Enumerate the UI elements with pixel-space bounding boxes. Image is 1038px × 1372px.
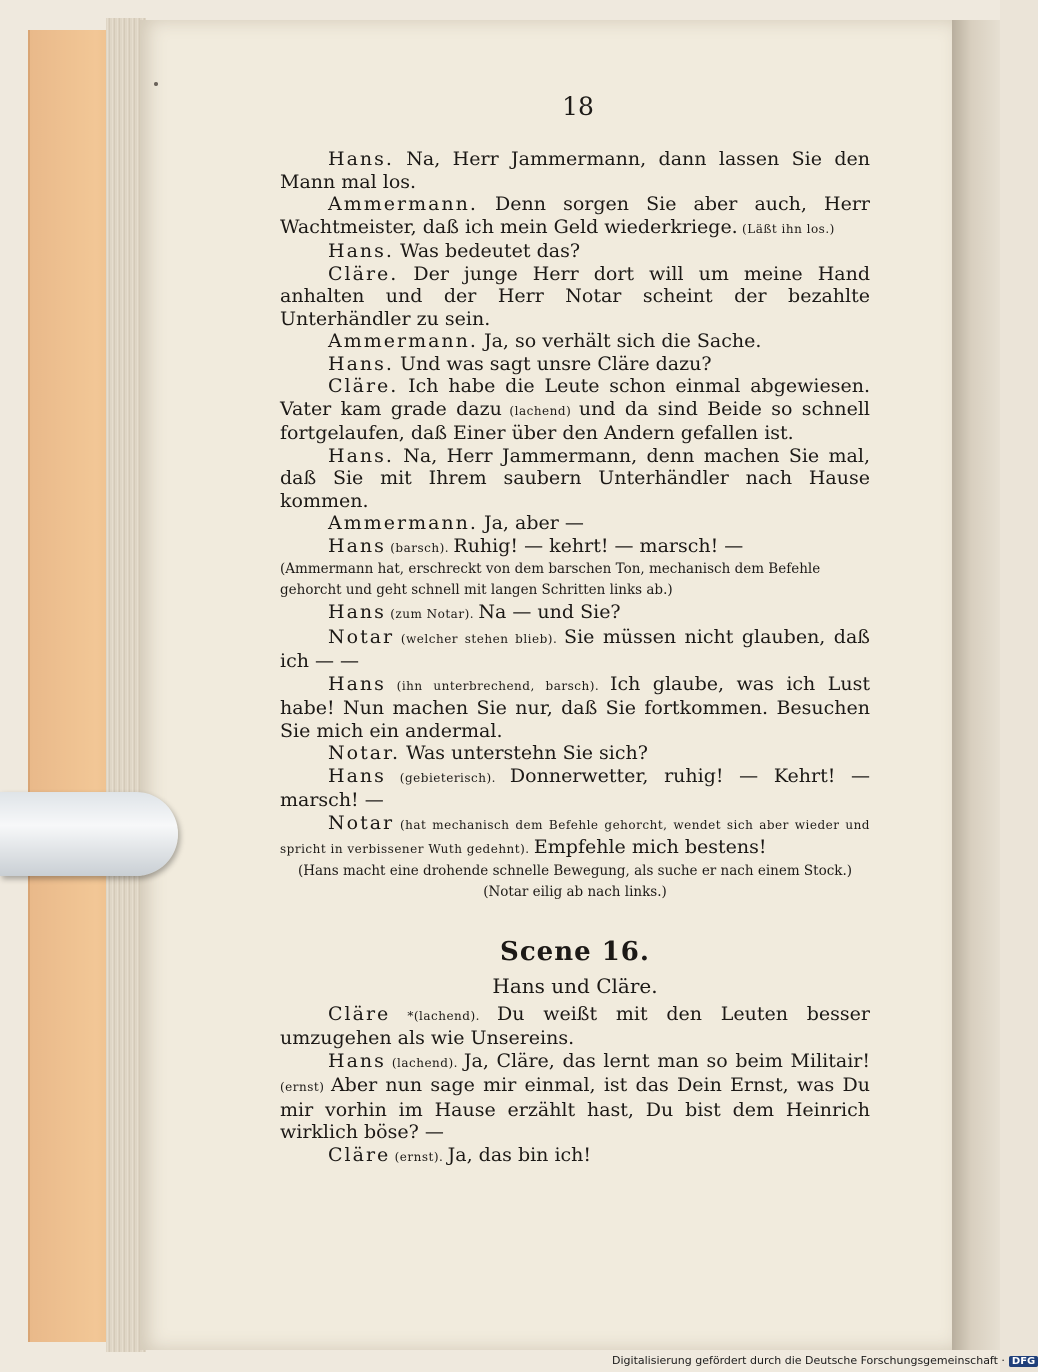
speech: Denn sorgen Sie aber auch, Herr Wachtmeister, daß ich mein Geld wiederkriege. [280, 193, 870, 238]
scene-heading: Scene 16. [500, 936, 650, 967]
speech: Der junge Herr dort will um meine Hand anhalten und der Herr Notar scheint der bezahlte Unterhändler zu sein. [280, 262, 870, 330]
speaker: Hans [328, 534, 386, 557]
stage-direction-block: (Notar eilig ab nach links.) [483, 883, 667, 900]
speech: Du weißt mit den Leuten besser umzugehen als wie Unsereins. [280, 1002, 870, 1049]
stage-direction-block: (Hans macht eine drohende schnelle Bewegung, als suche er nach einem Stock.) [297, 862, 853, 879]
dialogue-line [280, 375, 870, 445]
stage-direction: (ihn unterbrechend, barsch). [385, 678, 610, 693]
stage-direction: (gebieterisch). [385, 770, 510, 785]
speech: Ich glaube, was ich Lust habe! Nun machen Sie nur, daß Sie fortkommen. Besuchen Sie mich ein andermal. [280, 672, 871, 742]
dialogue-line [280, 673, 870, 743]
dialogue-line [280, 601, 870, 626]
speaker: Cläre [328, 1143, 391, 1166]
speaker: Cläre [328, 1002, 391, 1025]
speaker: Cläre. [328, 262, 399, 285]
speaker: Notar [328, 625, 395, 648]
dialogue-line [280, 742, 870, 765]
speech: Sie müssen nicht glauben, daß ich — — [280, 625, 870, 672]
scene-cast: Hans und Cläre. [492, 973, 658, 998]
speaker: Hans. [328, 240, 394, 262]
speaker: Hans. [328, 444, 394, 467]
dialogue-line [280, 535, 870, 560]
speech: Ja, das bin ich! [447, 1143, 592, 1166]
dialogue-line [280, 193, 870, 240]
speech: Empfehle mich bestens! [533, 836, 767, 858]
speech: Aber nun sage mir einmal, ist das Dein Ernst, was Du mir vorhin im Hause erzählt hast, Du bist dem Heinrich wirklich böse? — [280, 1074, 870, 1143]
speech: Ich habe die Leute schon einmal abgewiesen. Vater kam grade dazu [280, 375, 870, 420]
digitization-footer [612, 1354, 1038, 1367]
dialogue-line [280, 353, 870, 376]
speech: Ja, Cläre, das lernt man so beim Militair! [463, 1049, 870, 1072]
footer-text: Digitalisierung gefördert durch die Deutsche Forschungsgemeinschaft · [612, 1354, 1005, 1367]
dfg-logo-icon: DFG [1009, 1356, 1038, 1367]
stage-direction-block: (Ammermann hat, erschreckt von dem barschen Ton, mechanisch dem Befehle gehorcht und geht schnell mit langen Schritten links ab.) [280, 561, 821, 598]
speaker: Cläre. [328, 375, 399, 397]
stage-direction: *(lachend). [390, 1008, 497, 1023]
speech: Na — und Sie? [478, 601, 621, 623]
stage-direction: (ernst) [280, 1080, 331, 1094]
speech: Donnerwetter, ruhig! — Kehrt! — marsch! — [280, 764, 870, 811]
speck [154, 82, 158, 86]
speaker: Notar. [328, 742, 401, 764]
page-text [280, 148, 870, 1168]
speaker: Hans [328, 1049, 386, 1072]
speech: Was bedeutet das? [393, 240, 581, 262]
dialogue-line [280, 240, 870, 263]
speech: Ja, so verhält sich die Sache. [477, 330, 762, 352]
stage-direction: (Läßt ihn los.) [737, 221, 835, 236]
dialogue-line [280, 512, 870, 535]
speech: Ja, aber — [477, 512, 584, 534]
dialogue-line [280, 1144, 870, 1169]
speech: Was unterstehn Sie sich? [400, 742, 648, 764]
speaker: Hans. [328, 352, 394, 375]
stage-direction: (lachend). [385, 1055, 464, 1070]
stage-direction: (barsch). [385, 540, 454, 555]
speaker: Ammermann. [328, 330, 478, 352]
dialogue-line [280, 330, 870, 353]
book-spine-shadow [952, 20, 1000, 1350]
dialogue-line [280, 812, 870, 861]
speaker: Ammermann. [328, 512, 478, 534]
speaker: Hans. [328, 148, 394, 170]
speech: Na, Herr Jammermann, dann lassen Sie den Mann mal los. [280, 148, 870, 193]
stage-direction: (ernst). [390, 1149, 448, 1164]
speech: Und was sagt unsre Cläre dazu? [393, 352, 712, 375]
dialogue-line [280, 445, 870, 513]
dialogue-line [280, 1050, 870, 1144]
speech: Na, Herr Jammermann, denn machen Sie mal, daß Sie mit Ihrem saubern Unterhändler nach Hause kommen. [280, 444, 870, 512]
dialogue-line [280, 263, 870, 331]
speaker: Hans [328, 672, 386, 695]
stage-direction: (welcher stehen blieb). [394, 631, 565, 646]
speaker: Hans [328, 764, 386, 787]
speech: Ruhig! — kehrt! — marsch! — [453, 534, 744, 557]
speech: und da sind Beide so schnell fortgelaufen, daß Einer über den Andern gefallen ist. [280, 397, 870, 444]
stage-direction: (hat mechanisch dem Befehle gehorcht, wendet sich aber wieder und spricht in verbissener Wuth gedehnt). [280, 817, 870, 856]
page-clip [0, 792, 178, 876]
dialogue-line [280, 148, 870, 193]
dialogue-line [280, 626, 870, 673]
page-number: 18 [562, 92, 594, 121]
stage-direction: (zum Notar). [385, 607, 479, 621]
speaker: Ammermann. [328, 193, 478, 215]
stage-direction: (lachend) [501, 403, 579, 418]
speaker: Notar [328, 811, 395, 834]
speaker: Hans [328, 601, 386, 623]
dialogue-line [280, 765, 870, 812]
dialogue-line [280, 1003, 870, 1050]
